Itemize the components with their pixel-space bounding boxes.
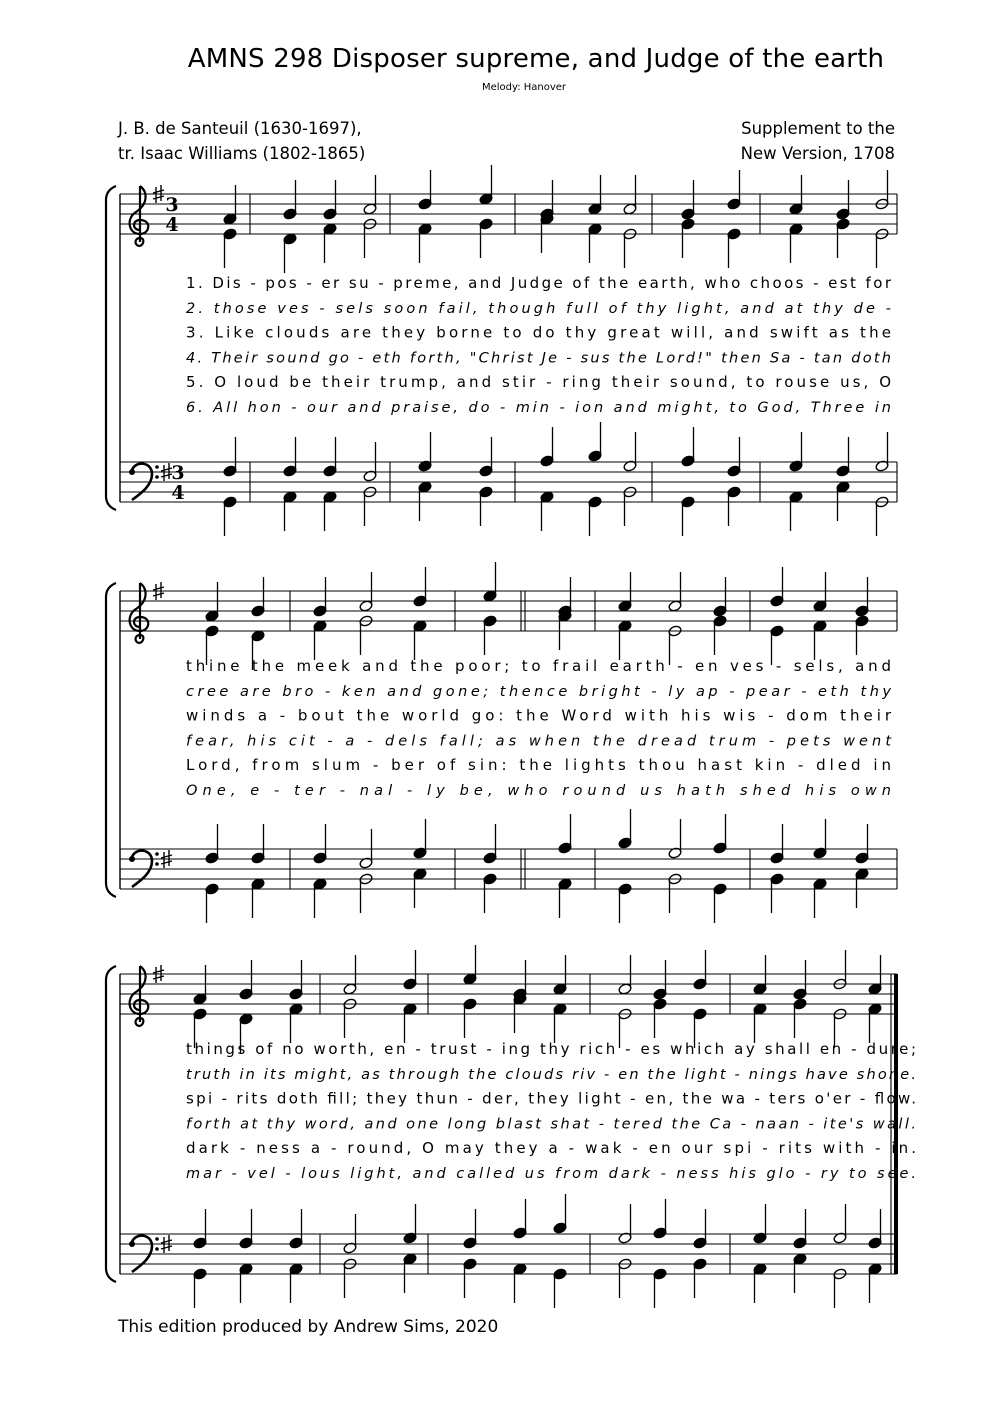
- bass-clef-dot: [129, 469, 135, 475]
- lyric-line: things of no worth, en - trust - ing thy rich - es which ay shall en - dure;: [186, 1040, 916, 1058]
- bass-clef-dot: [155, 852, 159, 856]
- bass-staff: [120, 1234, 897, 1274]
- lyric-line: Lord, from slum - ber of sin: the lights thou hast kin - dled in: [186, 756, 891, 775]
- hymn-title: AMNS 298 Disposer supreme, and Judge of the earth: [187, 44, 885, 74]
- source-line-1: Supplement to the: [741, 119, 895, 138]
- lyric-line: cree are bro - ken and gone; thence bright - ly ap - pear - eth thy: [186, 683, 891, 700]
- bass-clef-dot: [155, 862, 159, 866]
- author-line-1: J. B. de Santeuil (1630-1697),: [118, 119, 362, 138]
- source-line-2: New Version, 1708: [740, 144, 895, 163]
- lyric-line: forth at thy word, and one long blast shat - tered the Ca - naan - ite's wall.: [186, 1116, 917, 1133]
- bass-staff: [120, 462, 897, 504]
- treble-clef-icon: [130, 966, 149, 1026]
- time-signature-bottom: 4: [165, 214, 179, 236]
- lyric-line: winds a - bout the world go: the Word with his wis - dom their: [186, 706, 892, 725]
- treble-staff: [120, 965, 897, 1026]
- system-bracket: [106, 186, 116, 510]
- lyric-line: mar - vel - lous light, and called us from dark - ness his glo - ry to see.: [186, 1166, 917, 1182]
- lyric-line: 6. All hon - our and praise, do - min - ion and might, to God, Three in: [186, 400, 892, 416]
- lyric-line: dark - ness a - round, O may they a - wak - en our spi - rits with - in.: [186, 1139, 917, 1158]
- bass-clef-dot: [155, 1247, 159, 1251]
- time-signature-top: 3: [171, 462, 185, 484]
- bass-clef-dot: [129, 856, 135, 862]
- lyric-line: 4. Their sound go - eth forth, "Christ Je - sus the Lord!" then Sa - tan doth: [186, 350, 892, 367]
- lyric-line: 1. Dis - pos - er su - preme, and Judge of the earth, who choos - est for: [186, 274, 892, 292]
- bass-clef-dot: [155, 475, 159, 479]
- edition-credit: This edition produced by Andrew Sims, 2020: [118, 1317, 499, 1337]
- lyric-line: fear, his cit - a - dels fall; as when the dread trum - pets went: [186, 733, 891, 750]
- lyric-line: 5. O loud be their trump, and stir - ring their sound, to rouse us, O: [186, 373, 892, 392]
- lyric-line: thine the meek and the poor; to frail earth - en ves - sels, and: [186, 657, 892, 675]
- bass-clef-dot: [129, 1241, 135, 1247]
- treble-clef-icon: [130, 583, 149, 643]
- time-signature-bottom: 4: [171, 482, 185, 504]
- system-bracket: [106, 966, 116, 1282]
- treble-clef-icon: [130, 186, 149, 246]
- treble-staff: [120, 185, 897, 246]
- system-1: [106, 165, 897, 536]
- lyric-line: 2. those ves - sels soon fail, though full of thy light, and at thy de -: [186, 300, 891, 317]
- time-signature-top: 3: [165, 194, 179, 216]
- lyric-line: One, e - ter - nal - ly be, who round us hath shed his own: [186, 783, 891, 799]
- lyric-line: 3. Like clouds are they borne to do thy great will, and swift as the: [186, 323, 891, 342]
- bass-clef-dot: [155, 1237, 159, 1241]
- lyric-line: truth in its might, as through the clouds riv - en the light - nings have shone.: [186, 1066, 916, 1083]
- author-line-2: tr. Isaac Williams (1802-1865): [118, 144, 366, 163]
- melody-name: Melody: Hanover: [482, 82, 567, 93]
- lyric-line: spi - rits doth fill; they thun - der, they light - en, the wa - ters o'er - flow.: [186, 1089, 917, 1108]
- bass-clef-dot: [155, 465, 159, 469]
- system-bracket: [106, 583, 116, 897]
